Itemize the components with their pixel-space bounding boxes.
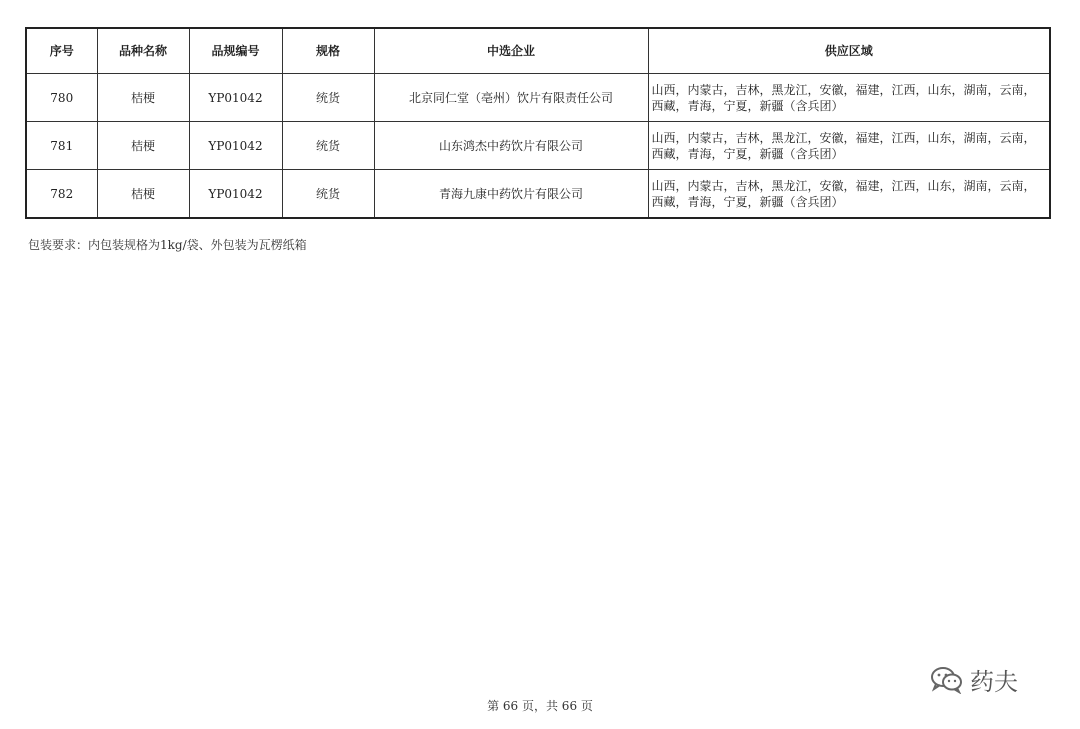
header-company: 中选企业 — [374, 28, 648, 74]
cell-spec: 统货 — [282, 122, 374, 170]
cell-code: YP01042 — [189, 170, 282, 219]
cell-name: 桔梗 — [97, 122, 189, 170]
cell-region: 山西，内蒙古，吉林，黑龙江，安徽，福建，江西，山东，湖南，云南，西藏，青海，宁夏，新疆（含兵团） — [648, 122, 1050, 170]
watermark — [930, 662, 1018, 697]
cell-region: 山西，内蒙古，吉林，黑龙江，安徽，福建，江西，山东，湖南，云南，西藏，青海，宁夏，新疆（含兵团） — [648, 74, 1050, 122]
table-row — [26, 122, 1050, 170]
header-spec: 规格 — [282, 28, 374, 74]
cell-company: 北京同仁堂（亳州）饮片有限责任公司 — [374, 74, 648, 122]
cell-company: 青海九康中药饮片有限公司 — [374, 170, 648, 219]
table-header-row — [26, 28, 1050, 74]
page-footer: 第 66 页，共 66 页 — [487, 699, 593, 713]
cell-spec: 统货 — [282, 170, 374, 219]
cell-seq: 780 — [26, 74, 97, 122]
cell-company: 山东鸿杰中药饮片有限公司 — [374, 122, 648, 170]
wechat-icon — [930, 666, 964, 694]
watermark-text: 药夫 — [970, 668, 1018, 696]
table-row — [26, 74, 1050, 122]
cell-code: YP01042 — [189, 122, 282, 170]
cell-region: 山西，内蒙古，吉林，黑龙江，安徽，福建，江西，山东，湖南，云南，西藏，青海，宁夏，新疆（含兵团） — [648, 170, 1050, 219]
cell-seq: 781 — [26, 122, 97, 170]
supplier-table — [25, 27, 1051, 219]
table-row — [26, 170, 1050, 219]
header-code: 品规编号 — [189, 28, 282, 74]
header-seq: 序号 — [26, 28, 97, 74]
packaging-note: 包装要求：内包装规格为1kg/袋、外包装为瓦楞纸箱 — [28, 238, 307, 252]
supplier-table-container — [25, 27, 1049, 219]
cell-spec: 统货 — [282, 74, 374, 122]
cell-name: 桔梗 — [97, 170, 189, 219]
header-region: 供应区域 — [648, 28, 1050, 74]
cell-code: YP01042 — [189, 74, 282, 122]
cell-seq: 782 — [26, 170, 97, 219]
header-name: 品种名称 — [97, 28, 189, 74]
cell-name: 桔梗 — [97, 74, 189, 122]
